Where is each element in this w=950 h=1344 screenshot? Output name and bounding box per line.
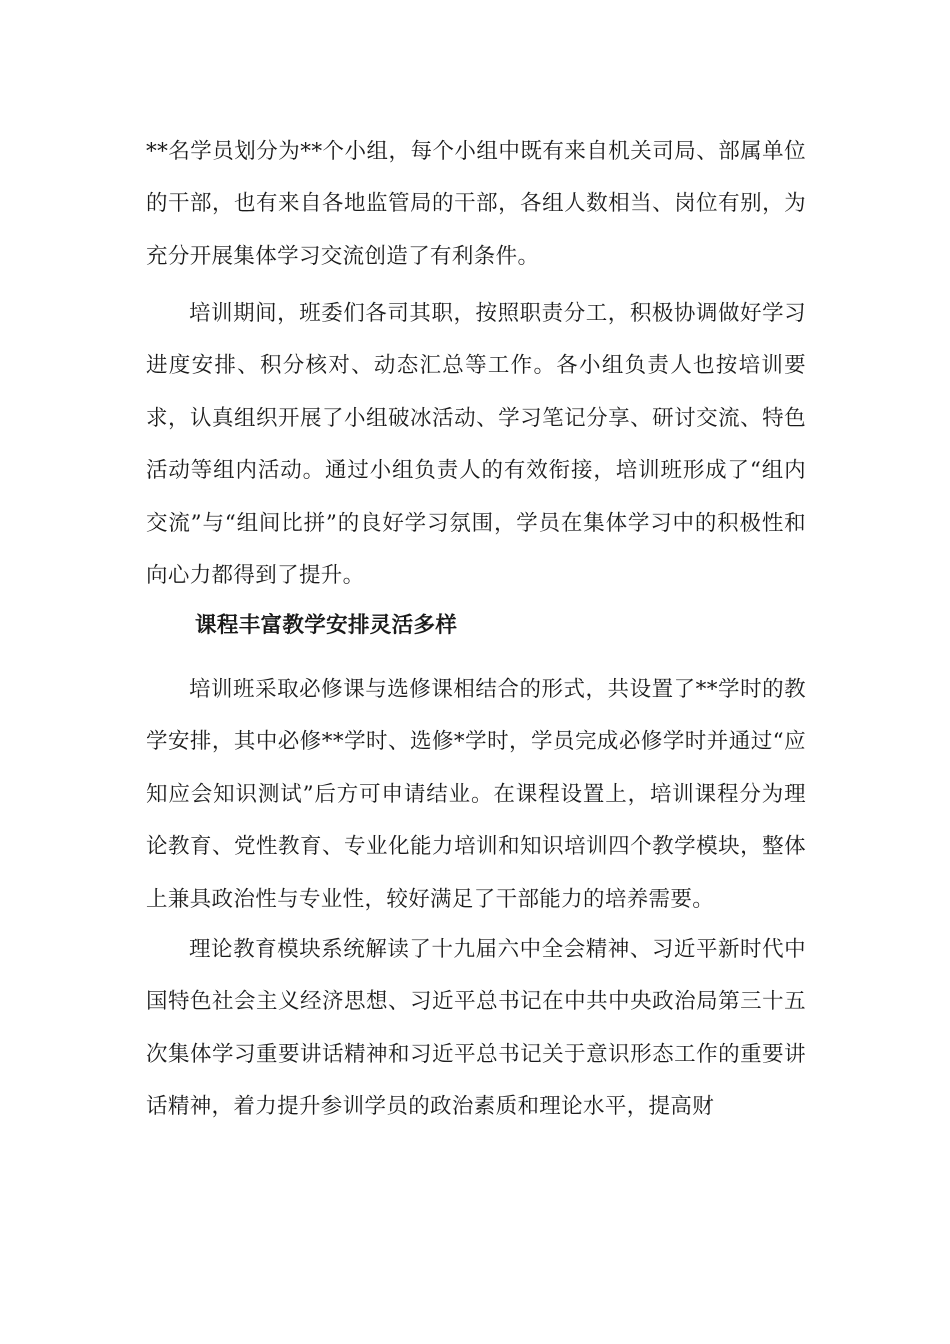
section-heading: 课程丰富教学安排灵活多样 [195,613,458,638]
paragraph-course-arrangement: 培训班采取必修课与选修课相结合的形式，共设置了**学时的教学安排，其中必修**学时、选修*学时，学员完成必修学时并通过“应知应会知识测试”后方可申请结业。在课程设置上，培训课程分为理论教育、党性教育、专业化能力培训和知识培训四个教学模块，整体上兼具政治性与专业性，较好满足了干部能力的培养需要。 [146,677,806,912]
paragraph-group-division: **名学员划分为**个小组，每个小组中既有来自机关司局、部属单位的干部，也有来自各地监管局的干部，各组人数相当、岗位有别，为充分开展集体学习交流创造了有利条件。 [146,139,806,269]
paragraph-class-committee: 培训期间，班委们各司其职，按照职责分工，积极协调做好学习进度安排、积分核对、动态汇总等工作。各小组负责人也按培训要求，认真组织开展了小组破冰活动、学习笔记分享、研讨交流、特色活动等组内活动。通过小组负责人的有效衔接，培训班形成了“组内交流”与“组间比拼”的良好学习氛围，学员在集体学习中的积极性和向心力都得到了提升。 [146,301,806,589]
paragraph-theory-module: 理论教育模块系统解读了十九届六中全会精神、习近平新时代中国特色社会主义经济思想、习近平总书记在中共中央政治局第三十五次集体学习重要讲话精神和习近平总书记关于意识形态工作的重要讲话精神，着力提升参训学员的政治素质和理论水平，提高财 [146,937,806,1120]
